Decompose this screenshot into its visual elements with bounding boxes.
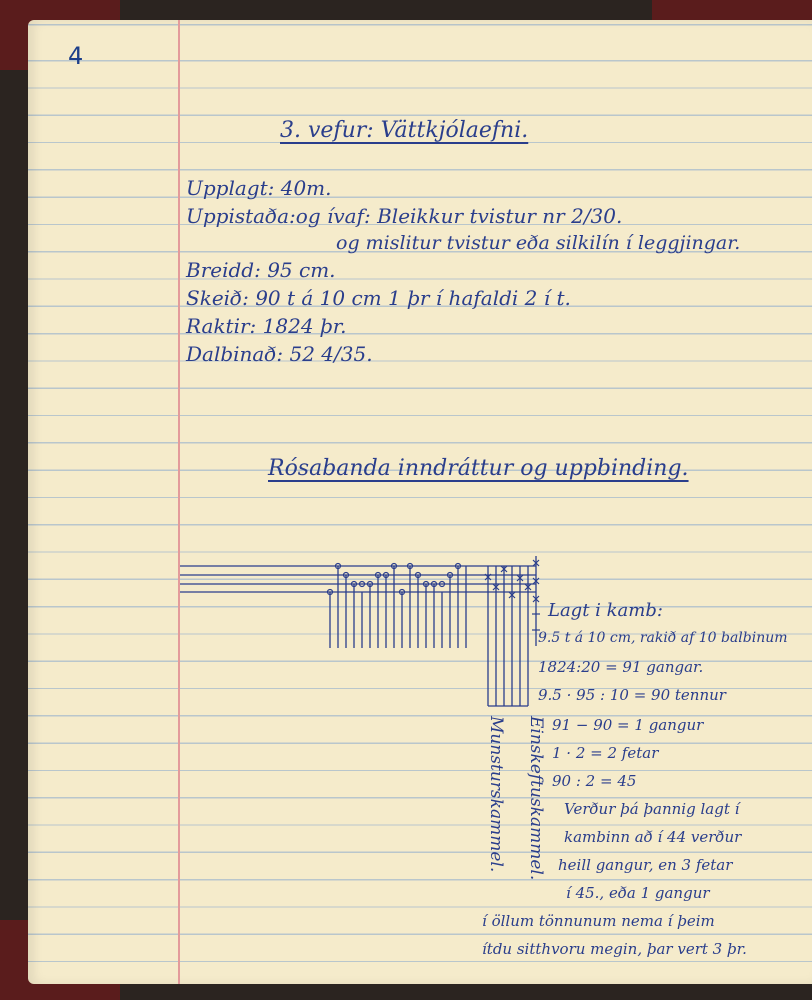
spec-line-4: Breidd: 95 cm.	[186, 258, 336, 282]
note-line-3: 9.5 · 95 : 10 = 90 tennur	[538, 686, 726, 704]
note-line-2: 1824:20 = 91 gangar.	[538, 658, 704, 676]
pattern-treadle-label: Munsturskammel.	[486, 716, 506, 873]
note-line-11: í öllum tönnunum nema í þeim	[482, 912, 715, 930]
spec-line-1: Upplagt: 40m.	[186, 176, 332, 200]
note-line-6: 90 : 2 = 45	[552, 772, 637, 790]
note-heading: Lagt i kamb:	[548, 600, 663, 621]
note-line-5: 1 · 2 = 2 fetar	[552, 744, 659, 762]
note-line-10: í 45., eða 1 gangur	[566, 884, 710, 902]
plain-weave-treadle-label: Einskeftuskammel.	[526, 716, 546, 881]
note-line-7: Verður þá þannig lagt í	[564, 800, 740, 818]
note-line-8: kambinn að í 44 verður	[564, 828, 742, 846]
note-line-4: 91 − 90 = 1 gangur	[552, 716, 704, 734]
page-number: 4	[68, 42, 84, 70]
spec-line-3: og mislitur tvistur eða silkilín í leggjingar.	[336, 232, 741, 254]
spec-line-2: Uppistaða:og ívaf: Bleikkur tvistur nr 2/30.	[186, 204, 623, 228]
spec-line-7: Dalbinað: 52 4/35.	[186, 342, 373, 366]
section-subtitle: Rósabanda inndráttur og uppbinding.	[268, 456, 689, 481]
spec-line-5: Skeið: 90 t á 10 cm 1 þr í hafaldi 2 í t.	[186, 286, 571, 310]
note-line-9: heill gangur, en 3 fetar	[558, 856, 733, 874]
note-line-1: 9.5 t á 10 cm, rakið af 10 balbinum	[538, 630, 788, 646]
spec-line-6: Raktir: 1824 þr.	[186, 314, 347, 338]
note-line-12: ítdu sitthvoru megin, þar vert 3 þr.	[482, 940, 747, 958]
page-title: 3. vefur: Vättkjólaefni.	[280, 118, 529, 143]
